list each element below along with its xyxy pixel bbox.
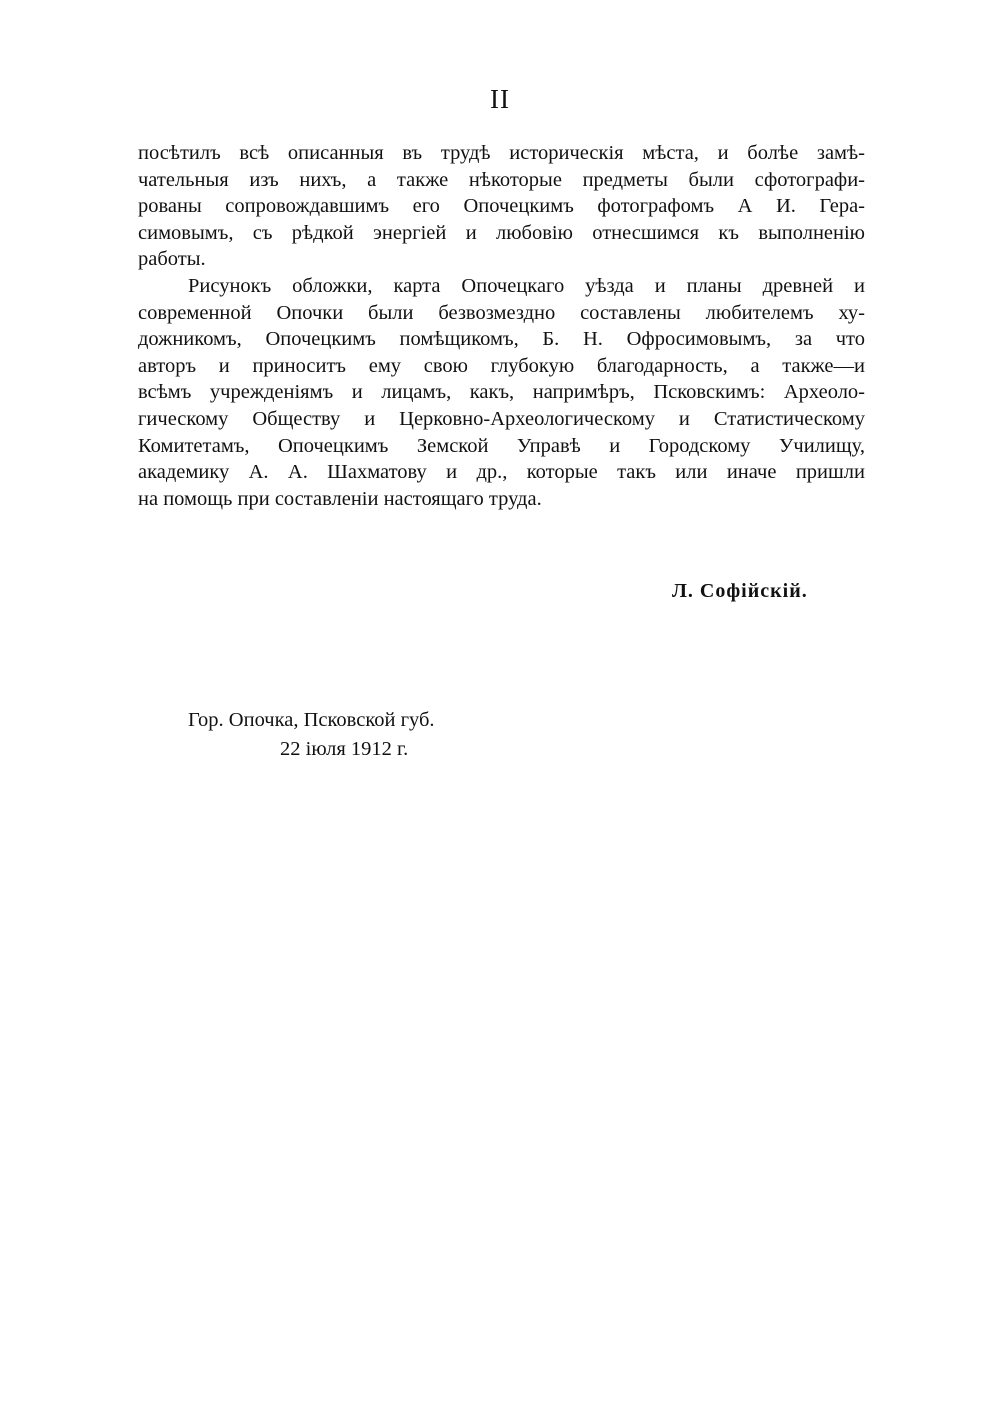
text-line: дожникомъ, Опочецкимъ помѣщикомъ, Б. Н. Офросимовымъ, за что — [138, 328, 865, 351]
text-line: современной Опочки были безвозмездно составлены любителемъ ху- — [138, 301, 865, 324]
place-line: Гор. Опочка, Псковской губ. — [188, 709, 435, 731]
page-number: II — [490, 84, 510, 114]
date-line: 22 іюля 1912 г. — [280, 738, 409, 760]
text-line: на помощь при составленіи настоящаго труда. — [138, 487, 542, 510]
text-line: всѣмъ учрежденіямъ и лицамъ, какъ, напримѣръ, Псковскимъ: Археоло- — [138, 381, 865, 404]
text-line: рованы сопровождавшимъ его Опочецкимъ фотографомъ А И. Гера- — [138, 195, 865, 218]
text-line: посѣтилъ всѣ описанныя въ трудѣ историческія мѣста, и болѣе замѣ- — [138, 142, 865, 164]
text-line: Комитетамъ, Опочецкимъ Земской Управѣ и Городскому Училищу, — [138, 434, 865, 457]
text-line: авторъ и приноситъ ему свою глубокую благодарность, а также—и — [138, 354, 865, 377]
text-line: гическому Обществу и Церковно-Археологическому и Статистическому — [138, 407, 865, 430]
author-signature: Л. Софійскій. — [672, 580, 808, 602]
text-line: симовымъ, съ рѣдкой энергіей и любовію отнесшимся къ выполненію — [138, 221, 865, 244]
body-text — [138, 140, 865, 512]
text-line: чательныя изъ нихъ, а также нѣкоторые предметы были сфотографи- — [138, 168, 865, 191]
text-line: академику А. А. Шахматову и др., которые такъ или иначе пришли — [138, 461, 865, 484]
paragraph-start-line: Рисунокъ обложки, карта Опочецкаго уѣзда и планы древней и — [188, 274, 865, 297]
text-line: работы. — [138, 248, 206, 271]
